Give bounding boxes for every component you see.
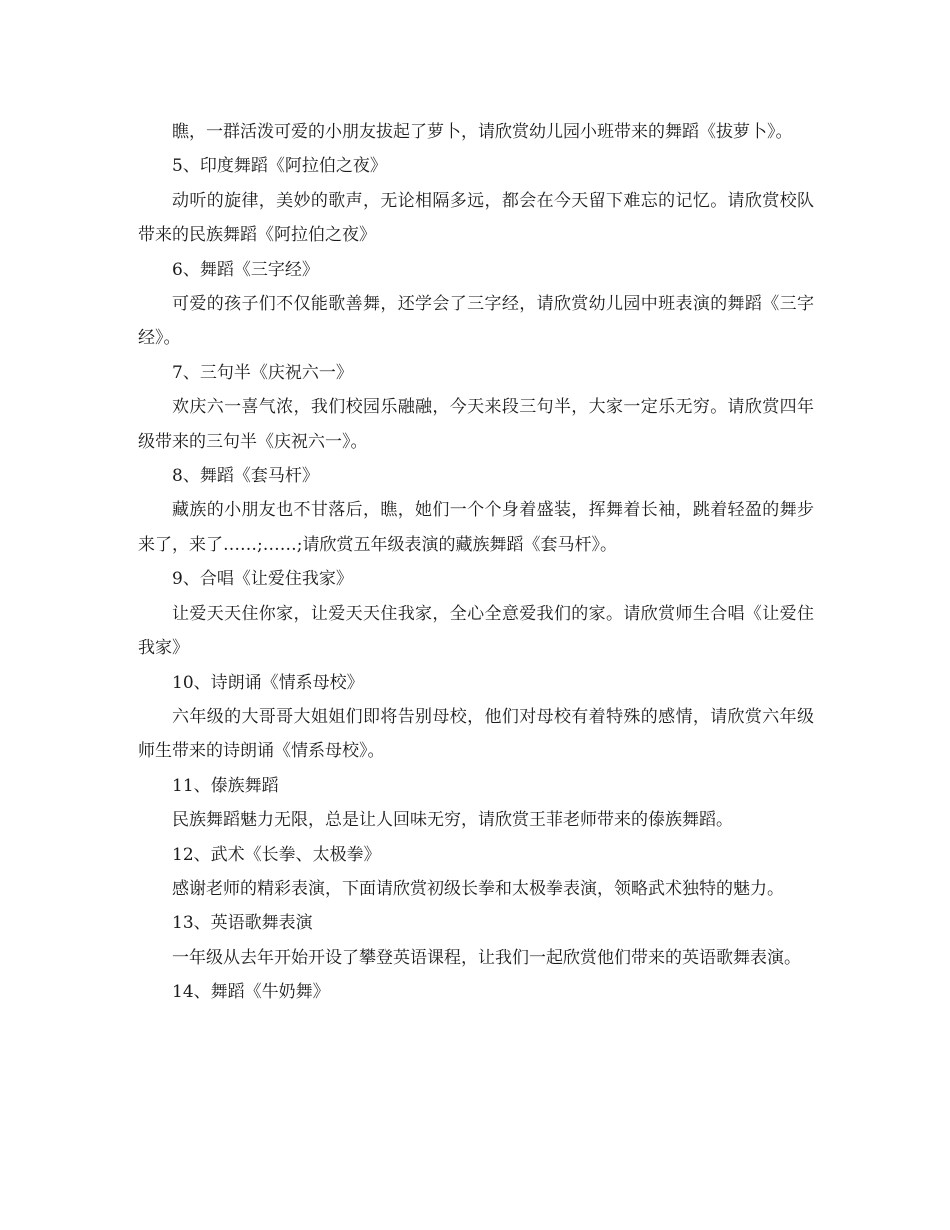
program-item-heading: 11、傣族舞蹈 — [172, 775, 279, 796]
program-item-heading: 8、舞蹈《套马杆》 — [172, 466, 319, 487]
paragraph: 六年级的大哥哥大姐姐们即将告别母校，他们对母校有着特殊的感情，请欣赏六年级师生带来的诗朗诵《情系母校》。 — [138, 706, 814, 762]
paragraph: 民族舞蹈魅力无限，总是让人回味无穷，请欣赏王菲老师带来的傣族舞蹈。 — [172, 810, 733, 831]
program-item-heading: 6、舞蹈《三字经》 — [172, 259, 319, 280]
program-item-heading: 7、三句半《庆祝六一》 — [172, 362, 353, 383]
program-item-heading: 9、合唱《让爱住我家》 — [172, 569, 353, 590]
program-item-heading: 13、英语歌舞表演 — [172, 913, 313, 934]
paragraph: 动听的旋律，美妙的歌声，无论相隔多远，都会在今天留下难忘的记忆。请欣赏校队带来的民族舞蹈《阿拉伯之夜》 — [138, 190, 814, 246]
paragraph: 瞧，一群活泼可爱的小朋友拔起了萝卜，请欣赏幼儿园小班带来的舞蹈《拔萝卜》。 — [172, 122, 793, 142]
paragraph: 感谢老师的精彩表演，下面请欣赏初级长拳和太极拳表演，领略武术独特的魅力。 — [172, 878, 784, 899]
program-item-heading: 12、武术《长拳、太极拳》 — [172, 844, 381, 865]
paragraph: 欢庆六一喜气浓，我们校园乐融融，今天来段三句半，大家一定乐无穷。请欣赏四年级带来的三句半《庆祝六一》。 — [138, 397, 814, 452]
program-item-heading: 5、印度舞蹈《阿拉伯之夜》 — [172, 156, 387, 177]
paragraph: 一年级从去年开始开设了攀登英语课程，让我们一起欣赏他们带来的英语歌舞表演。 — [172, 947, 801, 968]
paragraph: 让爱天天住你家，让爱天天住我家，全心全意爱我们的家。请欣赏师生合唱《让爱住我家》 — [138, 603, 814, 659]
document-body — [138, 115, 814, 1010]
paragraph: 可爱的孩子们不仅能歌善舞，还学会了三字经，请欣赏幼儿园中班表演的舞蹈《三字经》。 — [138, 294, 814, 349]
paragraph: 藏族的小朋友也不甘落后，瞧，她们一个个身着盛装，挥舞着长袖，跳着轻盈的舞步来了，来了……;……;请欣赏五年级表演的藏族舞蹈《套马杆》。 — [138, 500, 814, 555]
program-item-heading: 10、诗朗诵《情系母校》 — [172, 672, 364, 693]
program-item-heading: 14、舞蹈《牛奶舞》 — [172, 982, 330, 1003]
